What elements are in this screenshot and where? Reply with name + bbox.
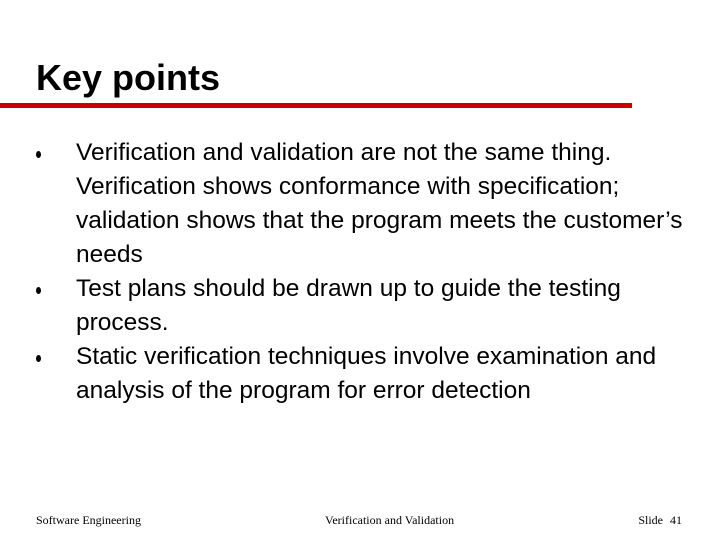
bullet-dot-icon (36, 287, 41, 294)
slide-title: Key points (36, 57, 221, 98)
bullet-dot-icon (36, 355, 41, 362)
bullet-item (36, 340, 706, 408)
bullet-text: Verification and validation are not the same thing. Verification shows conformance with specification; validation shows that the program meets the customer’s needs (76, 139, 683, 268)
footer-chapter-name: Verification and Validation (325, 513, 455, 527)
footer-course-name: Software Engineering (36, 513, 141, 527)
footer-slide-number: Slide 41 (638, 513, 682, 527)
bullet-text: Static verification techniques involve examination and analysis of the program for error detection (76, 343, 657, 404)
bullet-text: Test plans should be drawn up to guide the testing process. (76, 275, 621, 336)
bullet-dot-icon (36, 151, 41, 158)
title-underline (0, 103, 632, 108)
key-points-list (36, 136, 706, 408)
bullet-item (36, 272, 706, 340)
bullet-item (36, 136, 706, 272)
